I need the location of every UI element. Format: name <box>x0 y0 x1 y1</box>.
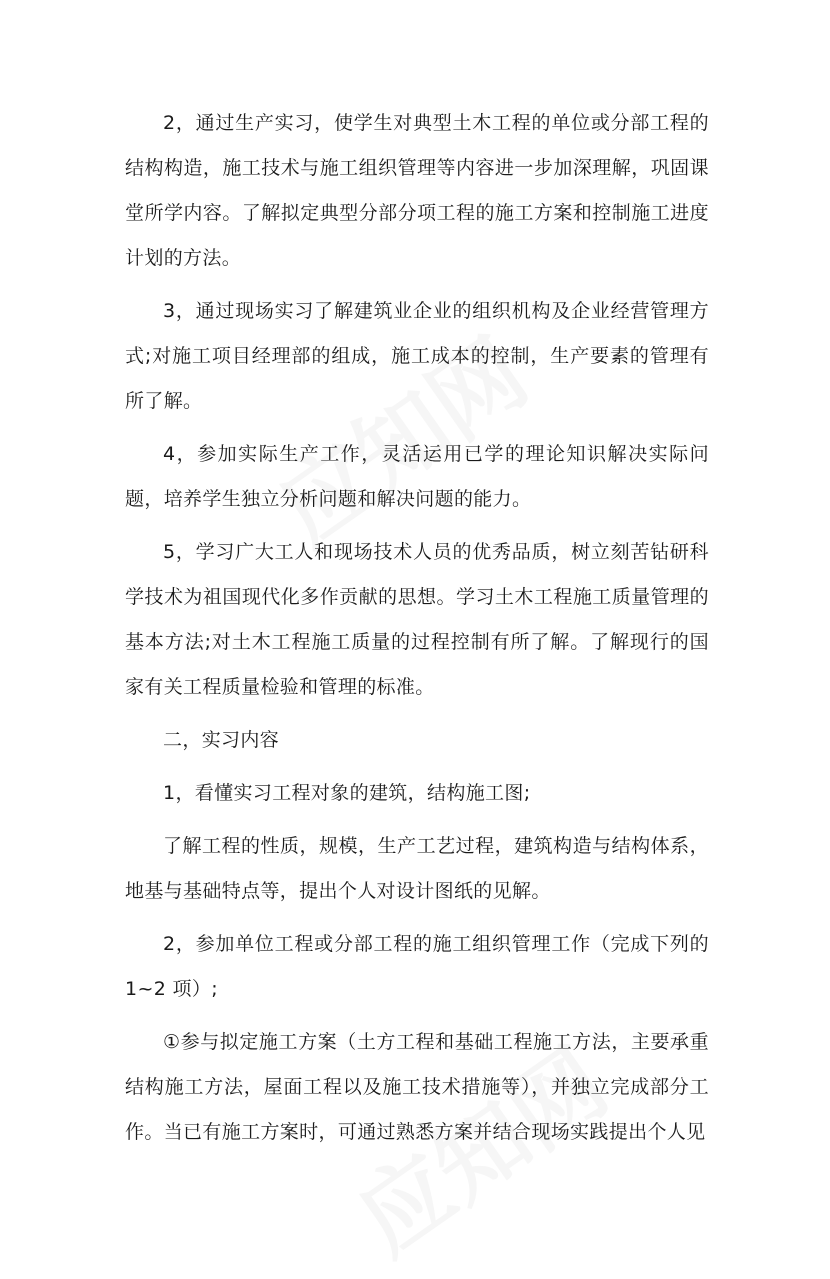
paragraph-objective-4: 4，参加实际生产工作，灵活运用已学的理论知识解决实际问题，培养学生独立分析问题和解决问题的能力。 <box>125 443 709 510</box>
paragraph-objective-2: 2，通过生产实习，使学生对典型土木工程的单位或分部工程的结构构造，施工技术与施工组织管理等内容进一步加深理解，巩固课堂所学内容。了解拟定典型分部分项工程的施工方案和控制施工进度计划的方法。 <box>125 112 709 269</box>
paragraph-objective-5: 5，学习广大工人和现场技术人员的优秀品质，树立刻苦钻研科学技术为祖国现代化多作贡献的思想。学习土木工程施工质量管理的基本方法;对土木工程施工质量的过程控制有所了解。了解现行的国家有关工程质量检验和管理的标准。 <box>125 541 709 698</box>
paragraph-content-1-detail: 了解工程的性质，规模，生产工艺过程，建筑构造与结构体系，地基与基础特点等，提出个人对设计图纸的见解。 <box>125 835 709 902</box>
document-body <box>125 101 709 1163</box>
paragraph-objective-3: 3，通过现场实习了解建筑业企业的组织机构及企业经营管理方式;对施工项目经理部的组成，施工成本的控制，生产要素的管理有所了解。 <box>125 300 709 412</box>
section-heading-internship-content: 二，实习内容 <box>163 729 280 751</box>
paragraph-content-2-item-1: ①参与拟定施工方案（土方工程和基础工程施工方法，主要承重结构施工方法，屋面工程以及施工技术措施等），并独立完成部分工作。当已有施工方案时，可通过熟悉方案并结合现场实践提出个人见 <box>125 1031 709 1143</box>
paragraph-content-1: 1，看懂实习工程对象的建筑，结构施工图; <box>163 782 531 804</box>
paragraph-content-2: 2，参加单位工程或分部工程的施工组织管理工作（完成下列的1~2 项）; <box>125 933 709 1000</box>
